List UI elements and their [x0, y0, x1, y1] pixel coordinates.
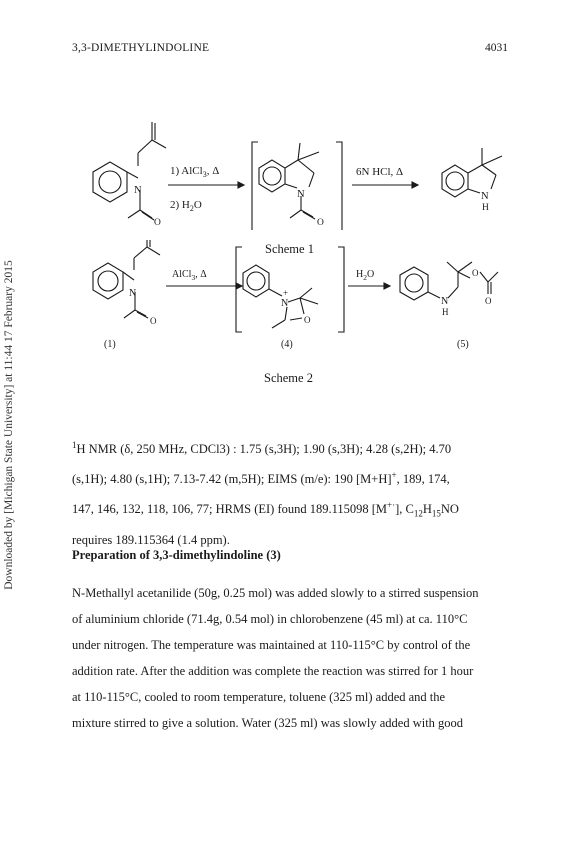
atom-O-1: O: [154, 218, 161, 228]
nmr-line-1: $^1$H NMR (δ, 250 MHz, CDCl3) : 1.75 (s,3H); 1.90 (s,3H); 4.28 (s,2H); 4.70: [72, 440, 452, 457]
compound-2-structure: [259, 143, 319, 219]
scheme1-reagent2: 6N HCl, Δ: [356, 166, 404, 178]
atom-O-5a: O: [472, 268, 479, 278]
scheme-1-caption: Scheme 1: [265, 242, 314, 256]
nmr-line-4: requires 189.115364 (1.4 ppm).: [72, 532, 230, 547]
charge-plus-4: +: [283, 288, 289, 298]
section-heading: Preparation of 3,3-dimethylindoline (3): [72, 548, 281, 562]
compound-label-1b: (1): [104, 339, 116, 350]
running-title: 3,3-DIMETHYLINDOLINE: [72, 42, 210, 54]
compound-1b-structure: [93, 240, 160, 318]
atom-H-3: H: [482, 203, 489, 213]
scheme-1-diagram: [0, 60, 576, 230]
prep-line: addition rate. After the addition was complete the reaction was stirred for 1 hour: [72, 664, 474, 678]
compound-5-structure: [400, 262, 498, 300]
atom-N-4: N: [281, 298, 289, 309]
atom-O-1b: O: [150, 316, 157, 326]
atom-N-3: N: [481, 191, 489, 202]
prep-line: at 110-115°C, cooled to room temperature, toluene (325 ml) added and the: [72, 690, 446, 704]
scheme2-reagent1: AlCl$_3$, Δ: [172, 269, 207, 282]
scheme-2-caption: Scheme 2: [264, 371, 313, 385]
atom-N-1: N: [134, 185, 142, 196]
atom-O-2: O: [317, 218, 324, 228]
prep-line: mixture stirred to give a solution. Water (325 ml) was slowly added with good: [72, 716, 464, 730]
atom-O-5b: O: [485, 296, 492, 306]
nmr-line-3: 147, 146, 132, 118, 106, 77; HRMS (EI) found 189.115098 [M+·], $C_{12}H_{15}NO$: [72, 500, 459, 519]
compound-3-structure: [442, 148, 502, 197]
atom-N-2: N: [297, 189, 305, 200]
scheme1-step1: 1) AlCl$_3$, Δ: [170, 165, 220, 179]
download-watermark: Downloaded by [Michigan State University] at 11:44 17 February 2015: [3, 260, 15, 590]
nmr-data-paragraph: [72, 432, 512, 553]
atom-H-5: H: [442, 307, 449, 317]
preparation-paragraph: [72, 580, 512, 736]
atom-O-4: O: [304, 315, 311, 325]
compound-1-structure: [93, 122, 166, 220]
nmr-line-2: (s,1H); 4.80 (s,1H); 7.13-7.42 (m,5H); EIMS (m/e): 190 [M+H]+, 189, 174,: [72, 470, 450, 487]
prep-line: N-Methallyl acetanilide (50g, 0.25 mol) was added slowly to a stirred suspension: [72, 586, 479, 600]
atom-N-5: N: [441, 296, 449, 307]
page-number: 4031: [485, 42, 508, 54]
scheme2-reagent2: $H_2O$: [356, 269, 375, 282]
prep-line: of aluminium chloride (71.4g, 0.54 mol) in chlorobenzene (45 ml) at ca. 110°C: [72, 612, 468, 626]
atom-N-1b: N: [129, 288, 137, 299]
scheme-2-diagram: [0, 240, 576, 360]
compound-label-5: (5): [457, 339, 469, 350]
scheme1-step2: 2) $H_2O$: [170, 199, 202, 213]
prep-line: under nitrogen. The temperature was maintained at 110-115°C by control of the: [72, 638, 471, 652]
compound-label-4: (4): [281, 339, 293, 350]
